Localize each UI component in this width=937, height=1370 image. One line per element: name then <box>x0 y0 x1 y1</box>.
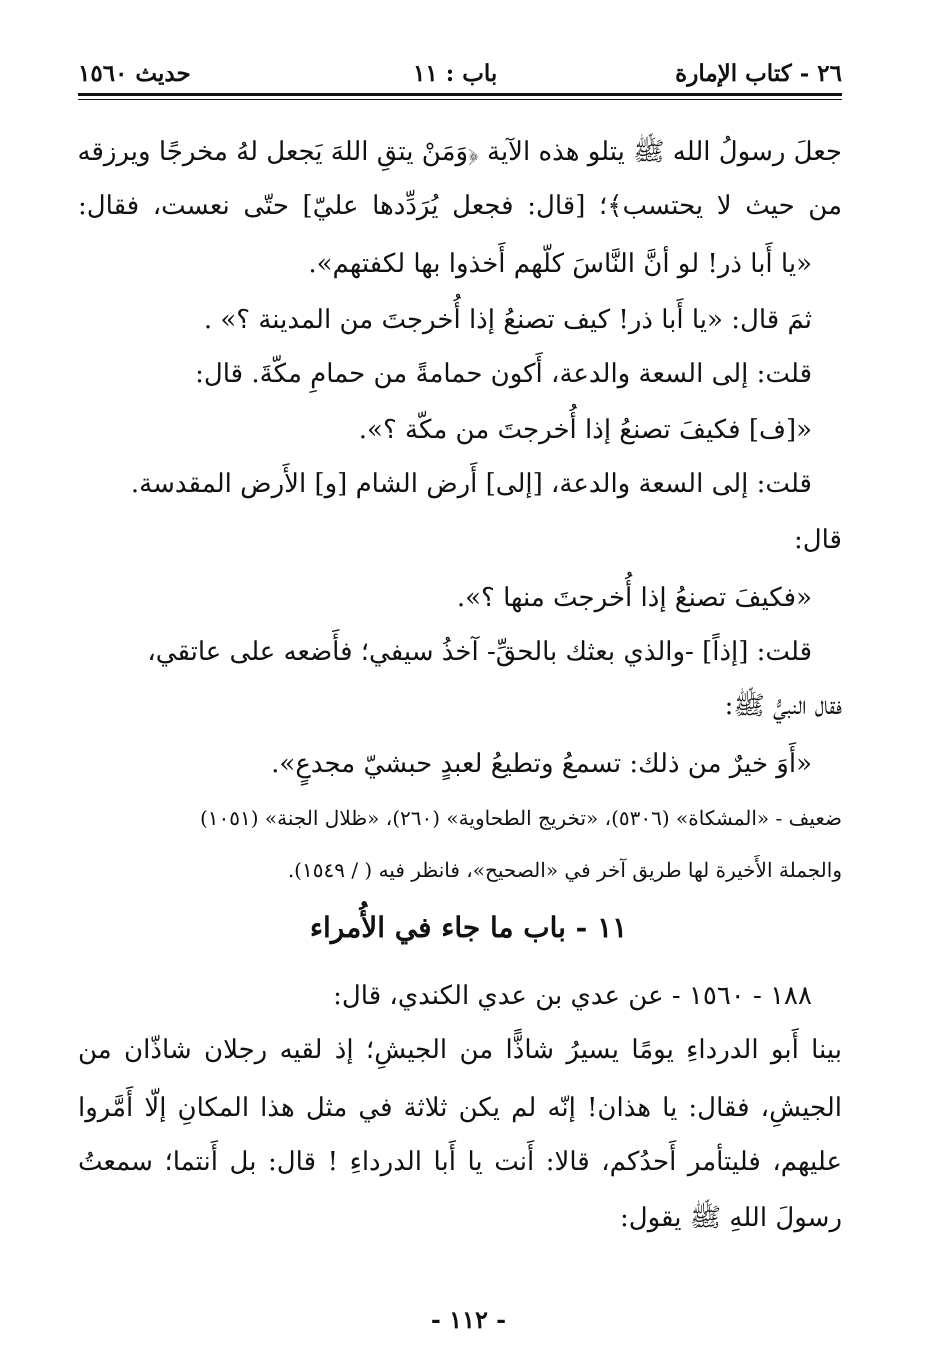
text-line-17: بينا أَبو الدرداءِ يومًا يسيرُ شاذًّا من الجيشِ؛ إذ لقيه رجلان شاذّان من <box>78 1035 842 1065</box>
header-chapter: باب : ١١ <box>413 60 498 87</box>
takhrij-line-2: والجملة الأَخيرة لها طريق آخر في «الصحيح»، فانظر فيه ( / ١٥٤٩). <box>287 858 842 882</box>
text-line-8: قال: <box>793 525 842 555</box>
takhrij-line-1: ضعيف - «المشكاة» (٥٣٠٦)، «تخريج الطحاوية» (٢٦٠)، «ظلال الجنة» (١٠٥١) <box>199 806 842 830</box>
text-line-3: «يا أَبا ذر! لو أنَّ النَّاسَ كلّهم أَخذوا بها لكفتهم». <box>308 249 812 279</box>
text-line-1: جعلَ رسولُ الله ﷺ يتلو هذه الآية ﴿وَمَنْ يتقِ اللهَ يَجعل لهُ مخرجًا ويرزقه <box>77 137 842 167</box>
text-line-9: «فكيفَ تصنعُ إذا أُخرجتَ منها ؟». <box>456 583 812 613</box>
text-line-2: من حيث لا يحتسب﴾؛ [قال: فجعل يُرَدِّدها عليّ] حتّى نعست، فقال: <box>78 191 842 221</box>
hadith-intro: ١٨٨ - ١٥٦٠ - عن عدي بن عدي الكندي، قال: <box>333 981 812 1011</box>
running-header <box>78 58 842 90</box>
header-rule-thin <box>78 99 842 100</box>
header-rule-thick <box>78 93 842 96</box>
text-line-10: قلت: [إذاً] -والذي بعثك بالحقِّ- آخذُ سيفي؛ فأَضعه على عاتقي، <box>147 637 812 667</box>
text-line-4: ثمَ قال: «يا أَبا ذر! كيف تصنعُ إذا أُخرجتَ من المدينة ؟» . <box>203 305 812 335</box>
text-line-7: قلت: إلى السعة والدعة، [إلى] أَرض الشام [و] الأَرض المقدسة. <box>130 469 812 499</box>
text-line-20: رسولَ اللهِ ﷺ يقول: <box>619 1203 842 1233</box>
text-line-6: «[ف] فكيفَ تصنعُ إذا أُخرجتَ من مكّة ؟». <box>358 415 812 445</box>
header-book-title: ٢٦ - كتاب الإمارة <box>675 60 842 87</box>
header-hadith-number: حديث ١٥٦٠ <box>78 60 191 87</box>
chapter-title: ١١ - باب ما جاء في الأُمراء <box>309 911 628 944</box>
page-number: - ١١٢ - <box>430 1305 507 1334</box>
text-line-19: عليهم، فليتأمر أَحدُكم، قالا: أَنت يا أَبا الدرداءِ ! قال: بل أَنتما؛ سمعتُ <box>78 1147 842 1177</box>
text-line-18: الجيشِ، فقال: يا هذان! إنّه لم يكن ثلاثة في مثل هذا المكانِ إلّا أَمَّروا <box>78 1093 842 1123</box>
text-line-11: فقال النبيُّ ﷺ: <box>724 691 842 721</box>
text-line-5: قلت: إلى السعة والدعة، أَكون حمامةً من حمامِ مكّةَ. قال: <box>195 359 812 389</box>
text-line-12: «أَوَ خيرٌ من ذلك: تسمعُ وتطيعُ لعبدٍ حبشيّ مجدعٍ». <box>271 749 812 779</box>
